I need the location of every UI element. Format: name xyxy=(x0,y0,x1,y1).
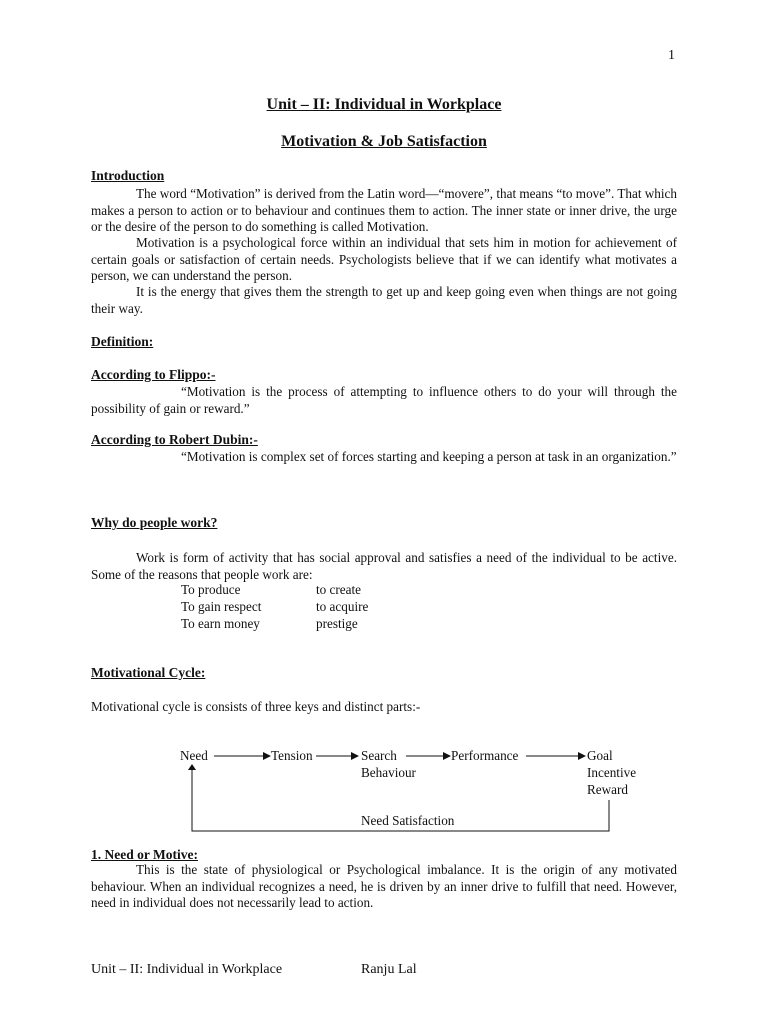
dubin-quote: “Motivation is complex set of forces starting and keeping a person at task in an organization.” xyxy=(181,449,677,464)
reason-item: to acquire xyxy=(316,599,369,614)
motivational-cycle-heading: Motivational Cycle: xyxy=(91,665,206,680)
cycle-node-search: Search xyxy=(361,748,397,763)
cycle-node-behaviour: Behaviour xyxy=(361,765,416,780)
introduction-paragraph-3: It is the energy that gives them the strength to get up and keep going even when things are not going their way. xyxy=(91,284,677,316)
cycle-feedback-label: Need Satisfaction xyxy=(361,813,455,828)
introduction-paragraph-2: Motivation is a psychological force within an individual that sets him in motion for achievement of certain goals or satisfaction of certain needs. Psychologists believe that if we can identify what motivates a person, we can understand the person. xyxy=(91,235,677,284)
footer-author: Ranju Lal xyxy=(361,962,417,977)
cycle-node-need: Need xyxy=(180,748,208,763)
need-motive-heading: 1. Need or Motive: xyxy=(91,847,198,862)
definition-heading: Definition: xyxy=(91,334,154,349)
cycle-node-reward: Reward xyxy=(587,782,629,797)
cycle-node-goal: Goal xyxy=(587,748,613,763)
cycle-node-performance: Performance xyxy=(451,748,519,763)
flippo-heading: According to Flippo:- xyxy=(91,367,216,382)
motivational-cycle-intro: Motivational cycle is consists of three keys and distinct parts:- xyxy=(91,699,421,714)
need-motive-paragraph: This is the state of physiological or Psychological imbalance. It is the origin of any motivated behaviour. When an individual recognizes a need, he is driven by an inner drive to fulfill that need. However, need in individual does not necessarily lead to action. xyxy=(91,862,677,911)
introduction-paragraph-1: The word “Motivation” is derived from the Latin word—“movere”, that means “to move”. That which makes a person to action or to behaviour and continues them to action. The inner state or inner drive, the urge or the desire of the person to do something is called Motivation. xyxy=(91,186,678,235)
why-work-paragraph: Work is form of activity that has social approval and satisfies a need of the individual to be active. Some of the reasons that people work are: xyxy=(91,550,677,582)
reason-item: To produce xyxy=(181,582,241,597)
why-work-heading: Why do people work? xyxy=(91,515,218,530)
reason-item: to create xyxy=(316,582,362,597)
unit-title: Unit – II: Individual in Workplace xyxy=(266,96,502,113)
reason-item: To earn money xyxy=(181,616,260,631)
footer-left: Unit – II: Individual in Workplace xyxy=(91,962,283,977)
cycle-node-tension: Tension xyxy=(271,748,313,763)
reason-item: To gain respect xyxy=(181,599,262,614)
cycle-node-incentive: Incentive xyxy=(587,765,637,780)
feedback-arrowhead xyxy=(188,764,196,770)
reason-item: prestige xyxy=(316,616,358,631)
page-number: 1 xyxy=(668,48,675,63)
introduction-heading: Introduction xyxy=(91,168,165,183)
dubin-heading: According to Robert Dubin:- xyxy=(91,432,258,447)
flippo-quote: “Motivation is the process of attempting to influence others to do your will through the possibility of gain or reward.” xyxy=(91,384,677,416)
document-subtitle: Motivation & Job Satisfaction xyxy=(281,133,487,150)
